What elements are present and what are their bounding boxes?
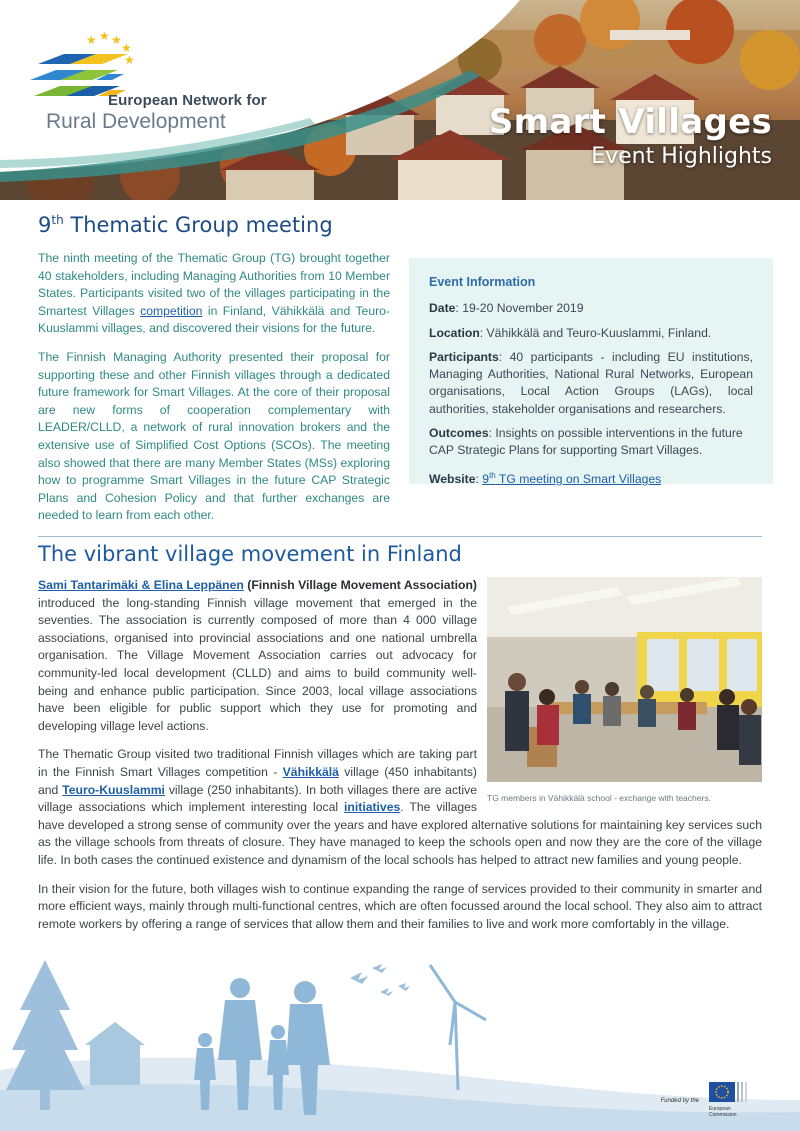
label: Date xyxy=(429,301,456,316)
publication-title xyxy=(489,102,772,169)
photo-caption: TG members in Vähikkälä school - exchange with teachers. xyxy=(487,793,711,803)
label: Location xyxy=(429,325,480,340)
speakers-link[interactable]: Sami Tantarimäki & Elina Leppänen xyxy=(38,578,244,592)
logo-line-1: European Network for xyxy=(108,92,267,109)
value: : 40 participants - including EU institutions, Managing Authorities, National Rural Networks, European organisations, Local Action Groups (LAGs), local authorities, stakeholder organisations and researchers. xyxy=(429,349,753,416)
ec-line-2: Commission xyxy=(709,1112,737,1118)
heading-rest: Thematic Group meeting xyxy=(63,213,333,237)
sep: : xyxy=(475,471,483,486)
meeting-summary xyxy=(38,250,390,536)
photo-figure xyxy=(487,577,762,812)
value: : 19-20 November 2019 xyxy=(455,301,584,316)
thematic-group-heading xyxy=(38,213,333,237)
smart-villages-title: Smart Villages xyxy=(488,102,772,142)
meeting-photo xyxy=(487,577,762,782)
enrd-logo-text xyxy=(46,92,267,134)
svg-text:★: ★ xyxy=(121,41,132,55)
tree-icon xyxy=(6,960,84,1110)
text-run: . The villages have developed a strong sense of community over the years and have explored alternative solutions for maintaining key services such as the village schools from threats of closure. They have managed to keep the schools open and now they are the core of the village life. In both cases the continued existence and dynamism of the local schools has helped to attract new families and young people. xyxy=(38,800,762,867)
heading-sup: th xyxy=(51,213,64,227)
text-run: The ninth meeting of the Thematic Group (TG) brought together 40 stakeholders, including Managing Authorities from 10 Member States. Participants visited two of the villages participating in the Smartest Villages xyxy=(38,251,390,318)
initiatives-link[interactable]: initiatives xyxy=(344,800,401,815)
section-divider xyxy=(38,536,762,537)
tg-meeting-link[interactable] xyxy=(482,472,661,486)
heading-num: 9 xyxy=(38,213,52,237)
event-highlights-subtitle: Event Highlights xyxy=(591,144,772,169)
label: Participants xyxy=(429,349,499,364)
page-header xyxy=(0,0,800,200)
event-date xyxy=(429,300,753,317)
eu-commission-logo xyxy=(707,1080,765,1122)
event-website xyxy=(429,467,753,488)
text-run: introduced the long-standing Finnish village movement that emerged in the seventies. The association is currently composed of more than 4 000 village associations, organised into provincial associations and one national umbrella organisation. The Village Movement Association carries out advocacy for community-led local development (CLLD) and aims to build community well-being and enhance public participation. Since 2003, local village associations have been eligible for public support which they use for promoting and developing village level actions. xyxy=(38,595,477,733)
link-rest: TG meeting on Smart Villages xyxy=(495,471,662,486)
logo-line-2: Rural Development xyxy=(46,110,226,133)
event-information-box xyxy=(409,258,773,484)
wind-turbine-icon xyxy=(430,965,486,1090)
birds-icon xyxy=(350,964,410,996)
village-movement-heading: The vibrant village movement in Finland xyxy=(38,542,462,566)
text-run: in Finland, Vähikkälä and Teuro-Kuuslammi villages, and discovered their visions for the future. xyxy=(38,303,390,336)
competition-link[interactable]: competition xyxy=(140,303,203,318)
svg-text:★: ★ xyxy=(99,29,110,43)
text-run: The Thematic Group visited two traditional Finnish villages which are taking part in the Finnish Smart Villages competition - xyxy=(38,747,477,779)
event-outcomes xyxy=(429,425,753,460)
link-sup: th xyxy=(489,470,496,480)
link-num: 9 xyxy=(482,471,490,486)
event-info-title: Event Information xyxy=(429,275,536,289)
event-participants xyxy=(429,349,753,418)
svg-text:★: ★ xyxy=(86,33,97,47)
text-run: village (450 inhabitants) and xyxy=(38,764,477,797)
meeting-paragraph-1 xyxy=(38,250,390,338)
ec-line-1: European xyxy=(709,1106,731,1112)
vahikkala-link[interactable]: Vähikkälä xyxy=(282,764,339,779)
svg-text:★: ★ xyxy=(124,53,135,67)
village-movement-body xyxy=(38,577,762,944)
speakers-org: (Finnish Village Movement Association) xyxy=(243,578,477,592)
house-icon xyxy=(85,1022,145,1085)
label: Outcomes xyxy=(429,426,489,441)
value: : Vähikkälä and Teuro-Kuuslammi, Finland. xyxy=(479,325,712,340)
value: : Insights on possible interventions in the future CAP Strategic Plans for supporting Smart Villages. xyxy=(429,426,743,458)
label: Website xyxy=(429,471,476,486)
svg-text:★: ★ xyxy=(111,33,122,47)
meeting-paragraph-2: The Finnish Managing Authority presented their proposal for supporting these and other Finnish villages through a dedicated future framework for Smart Villages. At the core of their proposal are new forms of cooperation complementary with LEADER/CLLD, a network of rural innovation brokers and the extensive use of Simplified Cost Options (SCOs). The meeting also showed that there are many Member States (MSs) exploring how to programme Smart Villages in the future CAP Strategic Plans and Cohesion Policy and that further exchanges are needed to learn from each other. xyxy=(38,349,390,523)
funded-by-text: Funded by the xyxy=(660,1098,699,1104)
event-location xyxy=(429,325,753,342)
funded-by-eu xyxy=(661,1080,765,1122)
teuro-kuuslammi-link[interactable]: Teuro-Kuuslammi xyxy=(62,782,165,797)
movement-paragraph-3: In their vision for the future, both villages wish to continue expanding the range of services provided to their community in smarter and more efficient ways, mainly through multi-functional centres, which are often focussed around the local school. They also aim to attract remote workers by offering a range of services that allow them and their families to live and work more comfortably in the village. xyxy=(38,881,762,931)
text-run: village (250 inhabitants). In both villages there are active village associations which implement interesting local xyxy=(38,782,477,815)
